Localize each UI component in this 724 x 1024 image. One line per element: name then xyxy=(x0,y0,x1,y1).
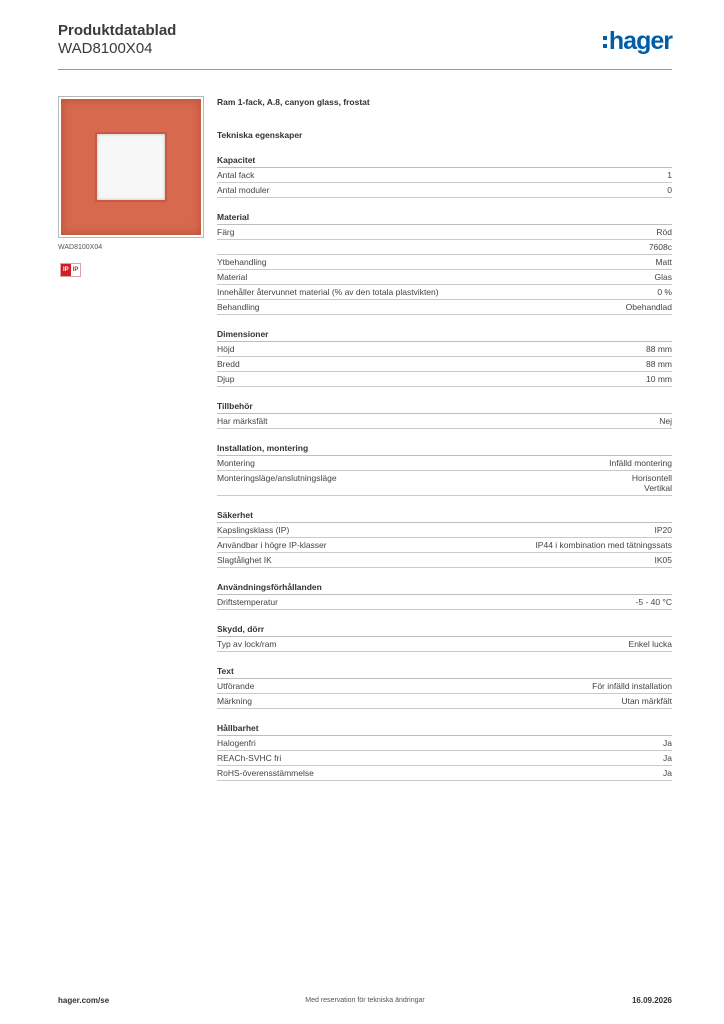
spec-label: Bredd xyxy=(217,359,240,369)
spec-value xyxy=(592,681,672,691)
spec-row xyxy=(217,637,672,652)
spec-label: Typ av lock/ram xyxy=(217,639,277,649)
spec-row xyxy=(217,595,672,610)
spec-label: Utförande xyxy=(217,681,255,691)
spec-row xyxy=(217,342,672,357)
spec-row xyxy=(217,255,672,270)
spec-label: Montering xyxy=(217,458,255,468)
section-title: Dimensioner xyxy=(217,329,672,342)
spec-value-line: 1 xyxy=(667,170,672,180)
spec-value xyxy=(636,597,672,607)
spec-section xyxy=(217,723,672,781)
spec-value-line: Enkel lucka xyxy=(628,639,672,649)
spec-label: RoHS-överensstämmelse xyxy=(217,768,314,778)
spec-value xyxy=(656,227,672,237)
spec-value-line: Röd xyxy=(656,227,672,237)
spec-value xyxy=(663,753,672,763)
logo-dots-icon xyxy=(603,36,607,48)
image-caption: WAD8100X04 xyxy=(58,244,103,251)
spec-value-line: 88 mm xyxy=(646,359,672,369)
logo-text: hager xyxy=(608,27,672,55)
spec-value xyxy=(655,555,673,565)
spec-value-line: Glas xyxy=(654,272,672,282)
spec-value-line: IP44 i kombination med tätningssats xyxy=(535,540,672,550)
tech-title: Tekniska egenskaper xyxy=(217,130,303,140)
spec-section xyxy=(217,401,672,429)
spec-row xyxy=(217,679,672,694)
spec-section xyxy=(217,510,672,568)
spec-value xyxy=(657,287,672,297)
footer-website: hager.com/se xyxy=(58,996,110,1005)
spec-row xyxy=(217,270,672,285)
spec-row xyxy=(217,456,672,471)
spec-value-line: 0 % xyxy=(657,287,672,297)
ip-rating-icon xyxy=(60,263,81,277)
product-description: Ram 1-fack, A.8, canyon glass, frostat xyxy=(217,97,370,107)
spec-value-line: 7608c xyxy=(648,242,672,252)
frame-opening xyxy=(95,132,168,203)
spec-row xyxy=(217,300,672,315)
spec-row xyxy=(217,736,672,751)
spec-row xyxy=(217,357,672,372)
spec-row xyxy=(217,471,672,496)
spec-sections xyxy=(217,155,672,781)
frame-graphic xyxy=(61,99,201,235)
spec-value xyxy=(649,242,672,252)
spec-value xyxy=(626,302,672,312)
hager-logo xyxy=(603,28,672,54)
product-code: WAD8100X04 xyxy=(58,40,153,57)
section-title: Text xyxy=(217,666,672,679)
footer-date: 16.09.2026 xyxy=(631,996,672,1005)
spec-content xyxy=(217,95,672,781)
spec-label: Kapslingsklass (IP) xyxy=(217,525,290,535)
spec-section xyxy=(217,155,672,198)
spec-value-line: Ja xyxy=(663,753,672,763)
spec-value xyxy=(659,416,672,426)
product-image xyxy=(58,96,204,238)
ip-badge-left: IP xyxy=(61,264,71,276)
spec-label: Höjd xyxy=(217,344,235,354)
spec-value-line: 0 xyxy=(667,185,672,195)
spec-row xyxy=(217,694,672,709)
ip-badge-right: IP xyxy=(71,264,81,276)
spec-row xyxy=(217,414,672,429)
spec-value-line: För infälld installation xyxy=(592,681,672,691)
document-title: Produktdatablad xyxy=(58,22,177,39)
spec-label: Slagtålighet IK xyxy=(217,555,272,565)
spec-value xyxy=(629,639,672,649)
spec-label: Halogenfri xyxy=(217,738,256,748)
spec-section xyxy=(217,443,672,496)
spec-value xyxy=(667,170,672,180)
section-title: Material xyxy=(217,212,672,225)
section-title: Installation, montering xyxy=(217,443,672,456)
spec-label: Användbar i högre IP-klasser xyxy=(217,540,327,550)
spec-value-line: IP20 xyxy=(654,525,672,535)
spec-value xyxy=(663,768,672,778)
page-header xyxy=(58,22,672,70)
spec-row xyxy=(217,766,672,781)
spec-value-line: Infälld montering xyxy=(609,458,672,468)
spec-row xyxy=(217,225,672,240)
section-title: Kapacitet xyxy=(217,155,672,168)
spec-row xyxy=(217,751,672,766)
spec-label: Har märksfält xyxy=(217,416,268,426)
spec-value-line: Ja xyxy=(663,738,672,748)
spec-row xyxy=(217,240,672,255)
spec-value-line: Vertikal xyxy=(644,483,672,493)
spec-value-line: IK05 xyxy=(654,555,672,565)
spec-value xyxy=(646,344,672,354)
spec-label: Monteringsläge/anslutningsläge xyxy=(217,473,337,483)
spec-value-line: Utan märkfält xyxy=(621,696,672,706)
spec-value xyxy=(646,374,672,384)
spec-section xyxy=(217,666,672,709)
section-title: Användningsförhållanden xyxy=(217,582,672,595)
spec-value xyxy=(535,540,672,550)
spec-label: Antal fack xyxy=(217,170,255,180)
spec-label: Djup xyxy=(217,374,235,384)
spec-value-line: 88 mm xyxy=(646,344,672,354)
spec-label: Ytbehandling xyxy=(217,257,267,267)
spec-label: REACh-SVHC fri xyxy=(217,753,282,763)
spec-value-line: Nej xyxy=(659,416,672,426)
spec-label: Material xyxy=(217,272,248,282)
spec-value xyxy=(632,473,672,493)
spec-value-line: Matt xyxy=(655,257,672,267)
spec-section xyxy=(217,212,672,315)
spec-label: Antal moduler xyxy=(217,185,270,195)
page-footer xyxy=(58,996,672,1010)
spec-value xyxy=(609,458,672,468)
footer-disclaimer: Med reservation för tekniska ändringar xyxy=(305,997,425,1004)
spec-label: Driftstemperatur xyxy=(217,597,278,607)
spec-label: Märkning xyxy=(217,696,252,706)
spec-value-line: Ja xyxy=(663,768,672,778)
spec-label: Behandling xyxy=(217,302,260,312)
spec-row xyxy=(217,372,672,387)
spec-value-line: Horisontell xyxy=(631,473,672,483)
spec-section xyxy=(217,329,672,387)
spec-value xyxy=(655,525,673,535)
spec-row xyxy=(217,523,672,538)
spec-value xyxy=(655,257,672,267)
spec-row xyxy=(217,285,672,300)
spec-value-line: -5 - 40 °C xyxy=(635,597,672,607)
section-title: Tillbehör xyxy=(217,401,672,414)
spec-section xyxy=(217,582,672,610)
spec-row xyxy=(217,538,672,553)
spec-value-line: 10 mm xyxy=(646,374,672,384)
section-title: Skydd, dörr xyxy=(217,624,672,637)
section-title: Hållbarhet xyxy=(217,723,672,736)
spec-label: Innehåller återvunnet material (% av den totala plastvikten) xyxy=(217,287,439,297)
spec-section xyxy=(217,624,672,652)
spec-value-line: Obehandlad xyxy=(625,302,672,312)
spec-value xyxy=(646,359,672,369)
spec-value xyxy=(621,696,672,706)
spec-value xyxy=(663,738,672,748)
spec-row xyxy=(217,183,672,198)
spec-row xyxy=(217,553,672,568)
spec-row xyxy=(217,168,672,183)
spec-value xyxy=(667,185,672,195)
spec-value xyxy=(655,272,672,282)
spec-label: Färg xyxy=(217,227,235,237)
section-title: Säkerhet xyxy=(217,510,672,523)
